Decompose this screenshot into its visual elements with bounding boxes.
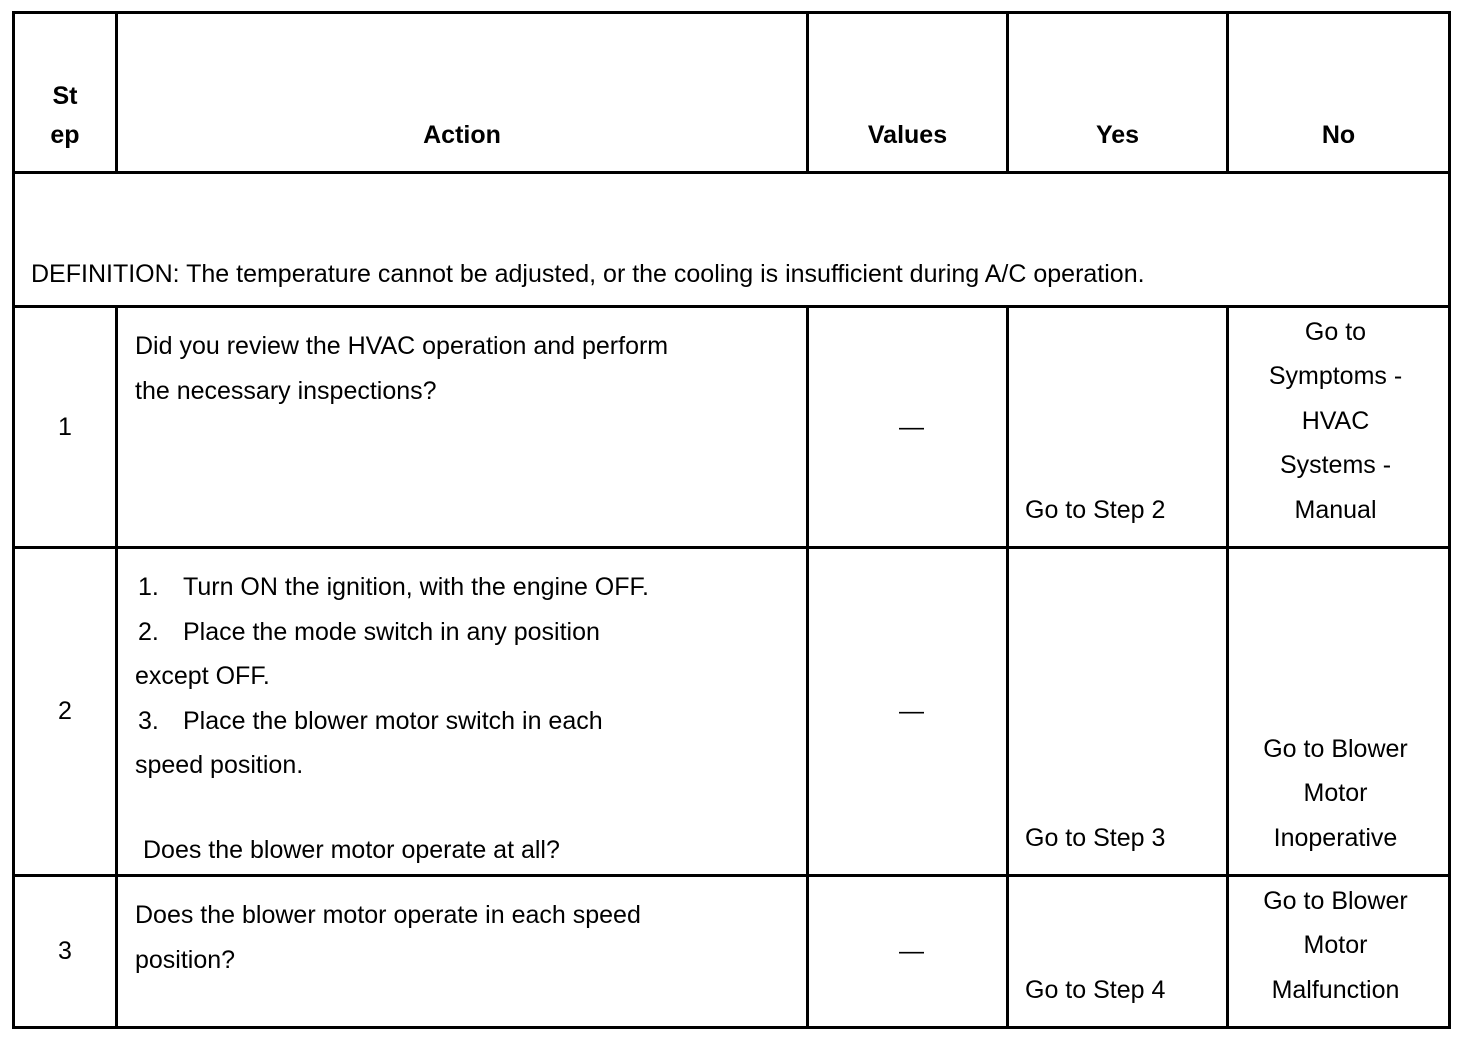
no-link[interactable] [1228, 548, 1450, 876]
list-number: 2. [138, 617, 159, 646]
definition-text: DEFINITION: The temperature cannot be adjusted, or the cooling is insufficient during A/C operation. [14, 173, 1450, 307]
no-line: Motor [1303, 779, 1368, 807]
header-row [14, 13, 1450, 173]
list-item [135, 565, 786, 610]
definition-row [14, 173, 1450, 307]
header-values: Values [808, 13, 1008, 173]
list-item [135, 699, 786, 788]
no-line: Go to [1304, 317, 1367, 346]
action-line: the necessary inspections? [135, 376, 437, 405]
action-line: position? [135, 945, 236, 974]
no-line: Symptoms - [1268, 362, 1403, 390]
yes-link[interactable]: Go to Step 2 [1008, 307, 1228, 548]
no-link[interactable] [1228, 307, 1450, 548]
header-step [14, 13, 117, 173]
no-line: Go to Blower [1263, 886, 1408, 915]
diagnostic-table [12, 11, 1451, 1029]
no-line: Systems - [1279, 451, 1392, 479]
no-line: HVAC [1301, 406, 1370, 435]
header-no: No [1228, 13, 1450, 173]
list-continuation: speed position. [135, 751, 304, 779]
header-yes: Yes [1008, 13, 1228, 173]
action-line: Did you review the HVAC operation and perform [135, 332, 669, 360]
list-number: 1. [138, 573, 159, 601]
list-text: Place the mode switch in any position [183, 617, 600, 646]
step-number: 1 [14, 307, 117, 548]
list-text: Place the blower motor switch in each [183, 706, 603, 735]
no-line: Malfunction [1271, 975, 1400, 1004]
no-link[interactable] [1228, 876, 1450, 1028]
list-item [135, 610, 786, 699]
values-cell: — [808, 548, 1008, 876]
action-text [117, 876, 808, 1028]
step-number: 3 [14, 876, 117, 1028]
no-line: Motor [1303, 931, 1368, 959]
action-text [117, 307, 808, 548]
header-action: Action [117, 13, 808, 173]
table-row [14, 548, 1450, 876]
yes-link[interactable]: Go to Step 4 [1008, 876, 1228, 1028]
question-text: Does the blower motor operate at all? [143, 835, 560, 864]
table-row [14, 307, 1450, 548]
header-step-line1: St [52, 82, 78, 110]
list-continuation: except OFF. [135, 662, 270, 690]
no-line: Manual [1294, 495, 1377, 524]
yes-link[interactable]: Go to Step 3 [1008, 548, 1228, 876]
values-cell: — [808, 876, 1008, 1028]
values-cell: — [808, 307, 1008, 548]
header-step-line2: ep [50, 121, 80, 149]
table-row [14, 876, 1450, 1028]
no-line: Inoperative [1273, 823, 1398, 852]
no-line: Go to Blower [1263, 734, 1408, 763]
action-line: Does the blower motor operate in each speed [135, 901, 641, 929]
list-number: 3. [138, 706, 159, 735]
action-text [117, 548, 808, 876]
step-number: 2 [14, 548, 117, 876]
list-text: Turn ON the ignition, with the engine OFF. [183, 573, 649, 601]
